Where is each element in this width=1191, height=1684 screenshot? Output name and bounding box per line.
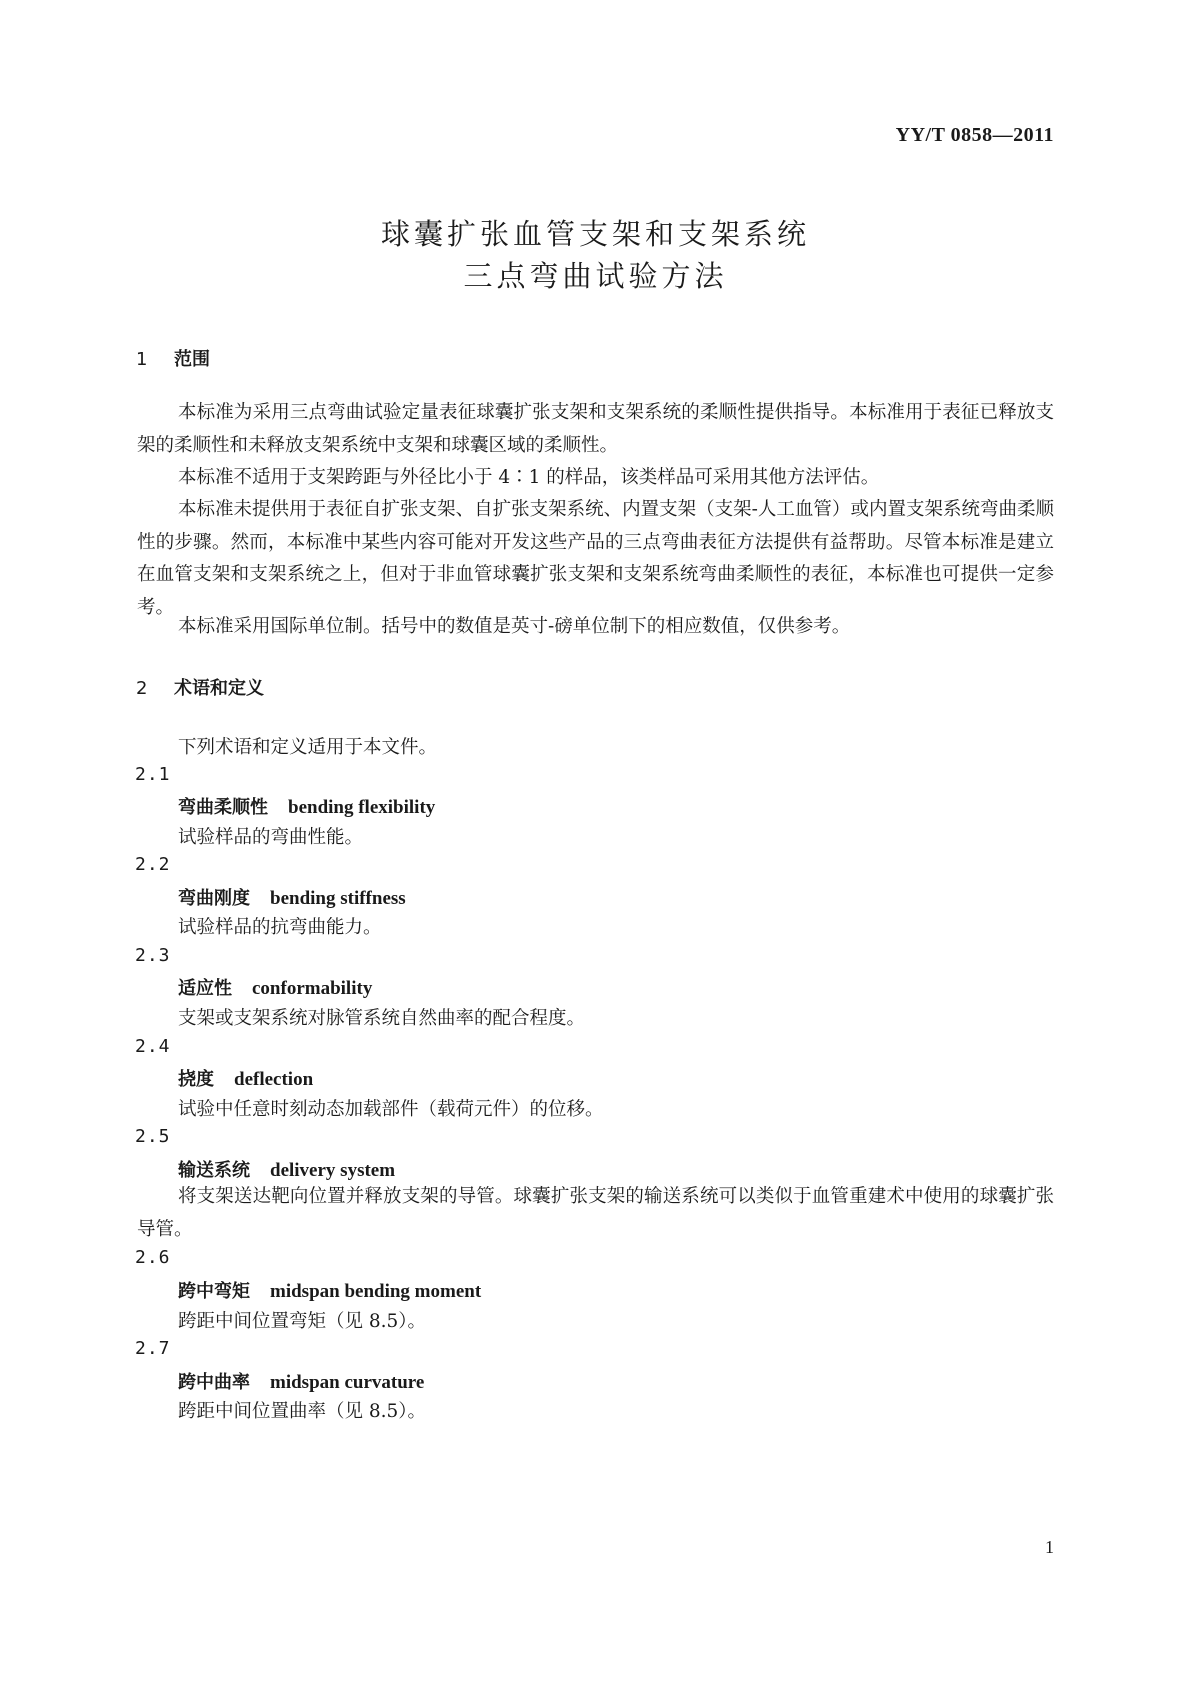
document-title-line1: 球囊扩张血管支架和支架系统 — [380, 217, 810, 251]
term-chinese: 弯曲刚度 — [178, 888, 250, 909]
term-number: 2.2 — [135, 854, 171, 875]
term-english: bending flexibility — [288, 797, 436, 818]
term-definition: 支架或支架系统对脉管系统自然曲率的配合程度。 — [178, 1008, 586, 1029]
term-definition: 试验样品的抗弯曲能力。 — [178, 917, 382, 938]
term-chinese: 输送系统 — [178, 1160, 250, 1181]
section-1-title: 范围 — [174, 349, 210, 370]
term-heading — [178, 793, 435, 819]
term-chinese: 适应性 — [178, 978, 232, 999]
standard-code: YY/T 0858—2011 — [895, 124, 1054, 146]
term-number: 2.3 — [135, 945, 171, 966]
term-english: deflection — [234, 1069, 314, 1090]
section-1-number: 1 — [136, 349, 148, 370]
term-definition: 跨距中间位置曲率（见 8.5）。 — [178, 1401, 427, 1422]
document-title-line2: 三点弯曲试验方法 — [463, 259, 728, 293]
section-1-paragraph-2: 本标准不适用于支架跨距与外径比小于 4∶1 的样品，该类样品可采用其他方法评估。 — [178, 467, 880, 488]
term-chinese: 弯曲柔顺性 — [178, 797, 268, 818]
term-definition: 试验中任意时刻动态加载部件（载荷元件）的位移。 — [178, 1099, 604, 1120]
section-2-number: 2 — [136, 678, 148, 699]
term-heading — [178, 1277, 481, 1303]
term-number: 2.1 — [135, 764, 171, 785]
term-definition: 跨距中间位置弯矩（见 8.5）。 — [178, 1311, 427, 1332]
section-2-heading — [136, 674, 264, 700]
term-english: bending stiffness — [270, 888, 406, 909]
term-chinese: 挠度 — [178, 1069, 214, 1090]
section-1-paragraph-1: 本标准为采用三点弯曲试验定量表征球囊扩张支架和支架系统的柔顺性提供指导。本标准用于表征已释放支架的柔顺性和未释放支架系统中支架和球囊区域的柔顺性。 — [137, 402, 1054, 456]
section-2-title: 术语和定义 — [174, 678, 264, 699]
term-heading — [178, 1156, 395, 1182]
term-number: 2.6 — [135, 1247, 171, 1268]
section-1-paragraph-4: 本标准采用国际单位制。括号中的数值是英寸-磅单位制下的相应数值，仅供参考。 — [178, 616, 851, 637]
term-heading — [178, 974, 372, 1000]
term-english: conformability — [252, 978, 373, 999]
term-chinese: 跨中曲率 — [178, 1372, 250, 1393]
term-definition: 将支架送达靶向位置并释放支架的导管。球囊扩张支架的输送系统可以类似于血管重建术中使用的球囊扩张导管。 — [137, 1186, 1054, 1240]
term-english: midspan bending moment — [270, 1281, 482, 1302]
term-definition: 试验样品的弯曲性能。 — [178, 827, 364, 848]
section-1-paragraph-3: 本标准未提供用于表征自扩张支架、自扩张支架系统、内置支架（支架-人工血管）或内置支架系统弯曲柔顺性的步骤。然而，本标准中某些内容可能对开发这些产品的三点弯曲表征方法提供有益帮助。尽管本标准是建立在血管支架和支架系统之上，但对于非血管球囊扩张支架和支架系统弯曲柔顺性的表征，本标准也可提供一定参考。 — [137, 499, 1054, 618]
term-english: midspan curvature — [270, 1372, 425, 1393]
term-number: 2.7 — [135, 1338, 171, 1359]
term-heading — [178, 1065, 313, 1091]
term-number: 2.4 — [135, 1036, 171, 1057]
term-heading — [178, 884, 406, 910]
term-chinese: 跨中弯矩 — [178, 1281, 250, 1302]
term-number: 2.5 — [135, 1126, 171, 1147]
page-number: 1 — [1045, 1537, 1054, 1557]
term-english: delivery system — [270, 1160, 396, 1181]
term-heading — [178, 1368, 424, 1394]
section-1-heading — [136, 345, 210, 371]
section-2-intro: 下列术语和定义适用于本文件。 — [178, 737, 438, 758]
